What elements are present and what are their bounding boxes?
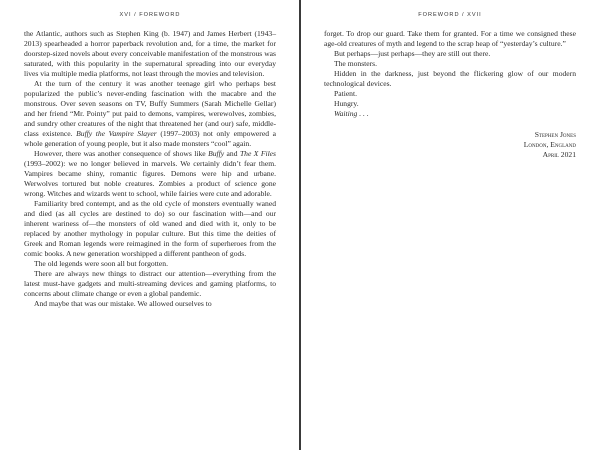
text-run: (1993–2002): we no longer believed in marvels. We certainly didn’t fear them. Vampires became shiny, romantic figures. Demons were hip and urbane. Werwolves tortured but noble creatures. Zombies a product of science gone wrong. Witches and wizards went to school, while fairies were cute and adorable.: [24, 159, 276, 198]
text-run: The old legends were soon all but forgotten.: [34, 259, 168, 268]
right-paragraph-4: [324, 69, 576, 89]
left-paragraph-2: [24, 79, 276, 149]
text-run-waiting: Waiting . . .: [334, 109, 369, 118]
text-run: And maybe that was our mistake. We allowed ourselves to: [34, 299, 212, 308]
title-buffy-vampire-slayer: Buffy the Vampire Slayer: [76, 129, 157, 138]
text-run: But perhaps—just perhaps—they are still out there.: [334, 49, 491, 58]
text-run: The monsters.: [334, 59, 378, 68]
text-run: forget. To drop our guard. Take them for granted. For a time we consigned these age-old creatures of myth and legend to the scrap heap of “yesterday’s culture.”: [324, 29, 576, 48]
right-page-text: [324, 29, 576, 160]
right-paragraph-7: [324, 109, 576, 119]
left-running-head: XVI / FOREWORD: [119, 12, 181, 18]
text-run: Hungry.: [334, 99, 359, 108]
left-page: [24, 0, 276, 450]
title-x-files: The X Files: [239, 149, 276, 158]
right-paragraph-2: [324, 49, 576, 59]
author-signature: [324, 130, 576, 160]
text-run: Patient.: [334, 89, 357, 98]
left-paragraph-4: [24, 199, 276, 259]
signature-date: April 2021: [542, 150, 576, 159]
text-run: However, there was another consequence of shows like: [34, 149, 209, 158]
text-run: and: [224, 149, 240, 158]
title-buffy: Buffy: [208, 149, 225, 158]
right-paragraph-6: [324, 99, 576, 109]
left-page-text: [24, 29, 276, 309]
right-paragraph-5: [324, 89, 576, 99]
signature-name: Stephen Jones: [534, 130, 576, 139]
text-run: There are always new things to distract our attention—everything from the latest must-have gadgets and multi-streaming devices and gaming platforms, to concerns about climate change or even a global pandemic.: [24, 269, 276, 298]
text-run: Familiarity bred contempt, and as the old cycle of monsters eventually waned and died (as all cycles are destined to do) so our fascination with—and our inherent wariness of—the monsters of old waned and died with it, only to be replaced by another mythology in popular culture. But this time the deities of Greek and Roman legends were reimagined in the form of superheroes from the comic books. A new generation worshipped a different pantheon of gods.: [24, 199, 276, 258]
text-run: At the turn of the century it was another teenage girl who perhaps best popularized the public’s never-ending fascination with the macabre and the monstrous. Over seven seasons on TV, Buffy Summers (Sarah Michelle Gellar) and her friend “Mr. Pointy” put paid to demons, vampires, werewolves, zombies, and sundry other creatures of the night that threatened her (and our) safe, middle-class existence.: [24, 79, 276, 138]
signature-place: London, England: [523, 140, 576, 149]
left-paragraph-1: [24, 29, 276, 79]
left-paragraph-5: [24, 259, 276, 269]
right-paragraph-1: [324, 29, 576, 49]
text-run: Hidden in the darkness, just beyond the flickering glow of our modern technological devices.: [324, 69, 576, 88]
right-page: [324, 0, 576, 450]
left-paragraph-3: [24, 149, 276, 199]
text-run: (1997–2003) not only empowered a whole generation of young people, but it also made monsters “cool” again.: [24, 129, 276, 148]
left-paragraph-6: [24, 269, 276, 299]
right-running-head: FOREWORD / XVII: [418, 12, 482, 18]
page-gutter: [299, 0, 301, 450]
right-paragraph-3: [324, 59, 576, 69]
left-paragraph-7: [24, 299, 276, 309]
text-run: the Atlantic, authors such as Stephen King (b. 1947) and James Herbert (1943–2013) spearheaded a horror paperback revolution and, for a time, the market for doorstep-sized novels about every conceivable manifestation of the monstrous was saturated, with this popularity in the supernatural spreading into our everyday lives via multiple media platforms, not least through the movies and television.: [24, 29, 276, 78]
